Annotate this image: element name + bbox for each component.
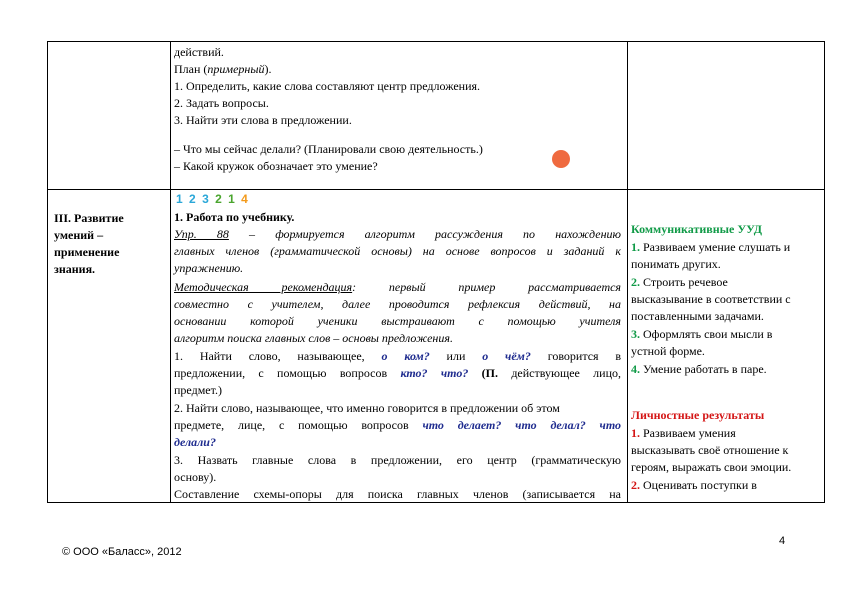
step-2-line: делали?: [174, 435, 216, 449]
stage-title: III. Развитие: [54, 211, 124, 225]
number: 1: [228, 192, 235, 206]
exercise-line: упражнению.: [174, 261, 244, 275]
exercise-line: Упр. 88 – формируется алгоритм рассуждения по нахождению: [174, 227, 621, 241]
personal-item: героям, выражать свои эмоции.: [631, 460, 792, 474]
number: 3: [202, 192, 209, 206]
personal-item: высказывать своё отношение к: [631, 443, 789, 457]
number: 4: [241, 192, 248, 206]
orange-circle-icon: [552, 150, 570, 168]
copyright-footer: © ООО «Баласс», 2012: [62, 546, 182, 558]
plan-step-3: 3. Найти эти слова в предложении.: [174, 113, 352, 127]
plan-step-2: 2. Задать вопросы.: [174, 96, 269, 110]
uud-item: 1. Развиваем умение слушать и: [631, 240, 791, 254]
personal-item: 2. Оценивать поступки в: [631, 478, 757, 492]
communicative-uud-title: Коммуникативные УУД: [631, 222, 763, 236]
step-1-line: предмет.): [174, 383, 222, 397]
stage-title: применение: [54, 245, 120, 259]
method-line: основании которой ученики выстраивают с помощью учителя: [174, 314, 621, 328]
step-2-line: предмете, лице, с помощью вопросов что делает? что делал? что: [174, 418, 622, 432]
text-line: действий.: [174, 45, 224, 59]
step-3-line: 3. Назвать главные слова в предложении, его центр (грамматическую: [174, 453, 621, 467]
uud-item: 2. Строить речевое: [631, 275, 728, 289]
uud-item: устной форме.: [631, 344, 705, 358]
step-1-line: предложении, с помощью вопросов кто? что? (П. действующее лицо,: [174, 366, 621, 380]
number: 2: [189, 192, 196, 206]
section-heading: 1. Работа по учебнику.: [174, 210, 295, 224]
uud-item: понимать других.: [631, 257, 721, 271]
stage-title: умений –: [54, 228, 104, 242]
circle-numbers: [176, 191, 248, 207]
column-divider: [170, 42, 171, 502]
stage-title: знания.: [54, 262, 96, 276]
uud-item: 4. Умение работать в паре.: [631, 362, 767, 376]
personal-item: 1. Развиваем умения: [631, 426, 736, 440]
column-divider: [627, 42, 628, 502]
method-line: совместно с учителем, далее проводится рефлексия действий, на: [174, 297, 621, 311]
row-divider: [48, 189, 824, 190]
step-1-line: 1. Найти слово, называющее, о ком? или о чём? говорится в: [174, 349, 622, 363]
question-line: – Какой кружок обозначает это умение?: [174, 159, 378, 173]
step-2-line: 2. Найти слово, называющее, что именно говорится в предложении об этом: [174, 401, 560, 415]
question-line: – Что мы сейчас делали? (Планировали свою деятельность.): [174, 142, 483, 156]
uud-item: высказывание в соответствии с: [631, 292, 791, 306]
page-number: 4: [779, 535, 786, 547]
plan-step-1: 1. Определить, какие слова составляют центр предложения.: [174, 79, 481, 93]
exercise-line: главных членов (грамматической основы) на основе вопросов и заданий к: [174, 244, 621, 258]
number: 1: [176, 192, 183, 206]
uud-item: поставленными задачами.: [631, 309, 764, 323]
personal-results-title: Личностные результаты: [631, 408, 765, 422]
uud-item: 3. Оформлять свои мысли в: [631, 327, 773, 341]
scheme-line: Составление схемы-опоры для поиска главных членов (записывается на: [174, 487, 621, 501]
plan-line: План (примерный).: [174, 62, 272, 76]
method-line: Методическая рекомендация: первый пример рассматривается: [174, 280, 622, 294]
number: 2: [215, 192, 222, 206]
step-3-line: основу).: [174, 470, 217, 484]
method-line: алгоритм поиска главных слов – основы предложения.: [174, 331, 453, 345]
